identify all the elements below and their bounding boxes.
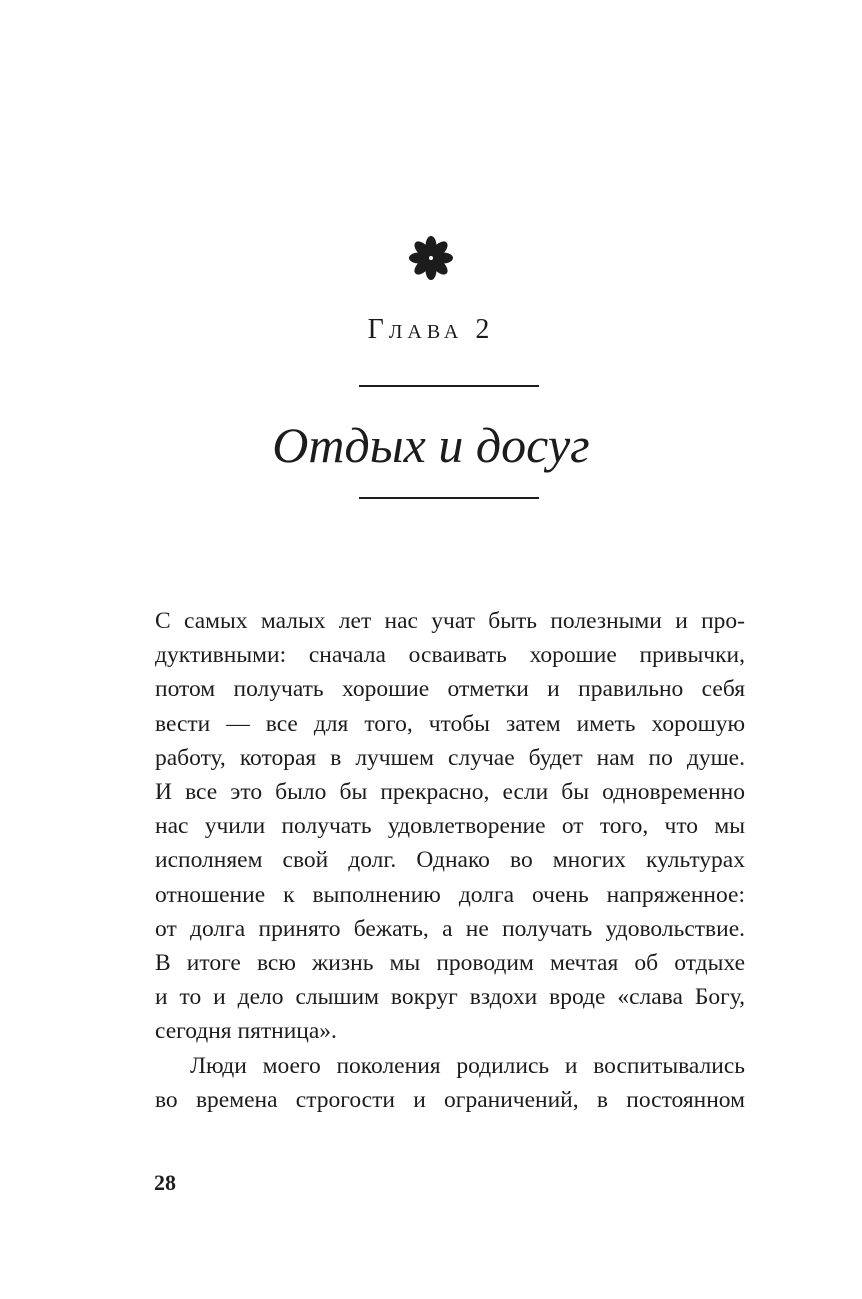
text-line: С самых малых лет нас учат быть полезными и про- (155, 608, 745, 634)
text-line: работу, которая в лучшем случае будет нам по душе. (155, 744, 745, 771)
text-line: дуктивными: сначала осваивать хорошие привычки, (155, 642, 745, 669)
text-line: сегодня пятница». (155, 1018, 337, 1045)
chapter-ornament (0, 232, 862, 290)
title-rule-top (359, 385, 539, 387)
text-line: И все это было бы прекрасно, если бы одновременно (155, 779, 745, 806)
text-line: В итоге всю жизнь мы проводим мечтая об отдыхе (155, 950, 745, 977)
title-rule-bottom (359, 497, 539, 499)
text-line: во времена строгости и ограничений, в постоянном (155, 1086, 745, 1113)
text-line: отношение к выполнению долга очень напряженное: (155, 881, 745, 908)
chapter-title: Отдых и досуг (272, 417, 590, 473)
page-number: 28 (154, 1170, 176, 1195)
text-line: от долга принято бежать, а не получать удовольствие. (155, 915, 745, 942)
text-line: и то и дело слышим вокруг вздохи вроде «слава Богу, (155, 984, 745, 1011)
text-line: потом получать хорошие отметки и правильно себя (155, 676, 745, 703)
asterisk-flower-icon (405, 232, 457, 284)
text-line: Люди моего поколения родились и воспитывались (190, 1052, 745, 1079)
text-line: исполняем свой долг. Однако во многих культурах (155, 847, 745, 874)
body-text (155, 604, 745, 1117)
text-line: нас учили получать удовлетворение от того, что мы (155, 813, 745, 840)
chapter-label: Глава 2 (367, 314, 495, 345)
text-line: вести — все для того, чтобы затем иметь хорошую (155, 710, 745, 737)
